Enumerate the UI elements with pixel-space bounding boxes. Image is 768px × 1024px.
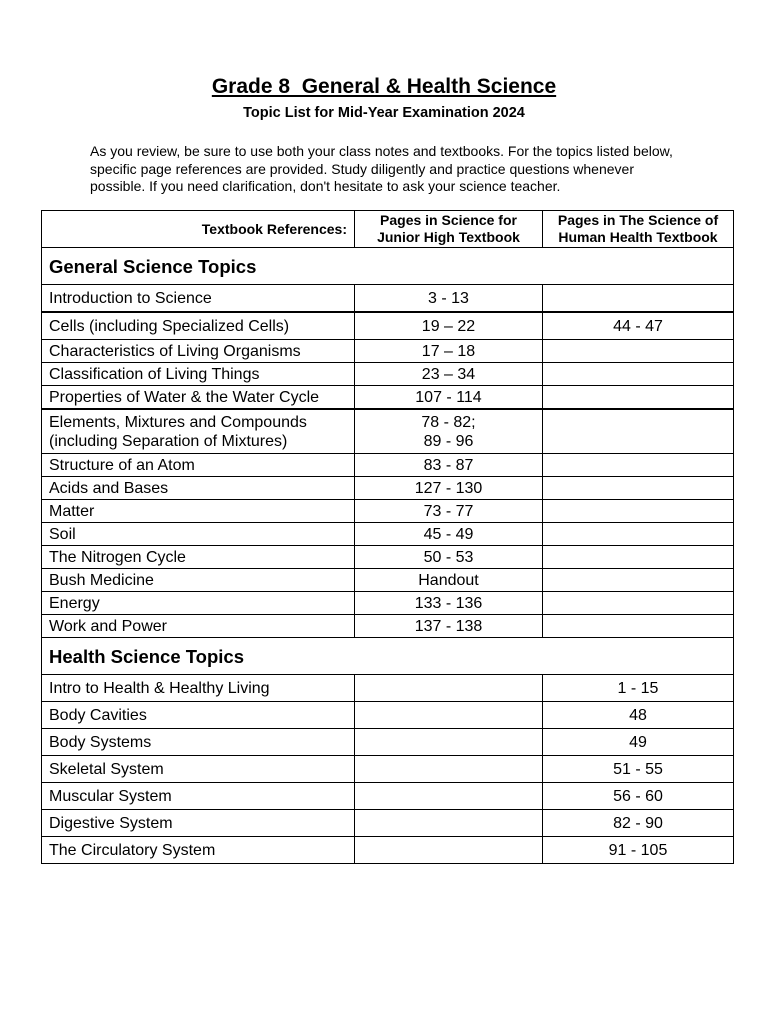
- table-row: [42, 312, 734, 340]
- topics-table: [41, 210, 734, 864]
- health-pages-cell: 56 - 60: [543, 783, 734, 810]
- health-pages-cell: 82 - 90: [543, 810, 734, 837]
- page-subtitle: Topic List for Mid-Year Examination 2024: [243, 105, 525, 121]
- health-pages-cell: 51 - 55: [543, 756, 734, 783]
- health-pages-cell: 91 - 105: [543, 837, 734, 864]
- topic-cell: Muscular System: [42, 783, 355, 810]
- topic-cell: Properties of Water & the Water Cycle: [42, 386, 355, 410]
- science-pages-cell: 127 - 130: [355, 477, 543, 500]
- table-row: [42, 756, 734, 783]
- topic-cell: The Circulatory System: [42, 837, 355, 864]
- health-pages-cell: [543, 523, 734, 546]
- topic-cell: Classification of Living Things: [42, 363, 355, 386]
- topic-cell: Digestive System: [42, 810, 355, 837]
- table-row: [42, 783, 734, 810]
- topic-cell: Matter: [42, 500, 355, 523]
- health-pages-cell: 1 - 15: [543, 675, 734, 702]
- table-row: [42, 592, 734, 615]
- science-pages-cell: 23 – 34: [355, 363, 543, 386]
- table-row: [42, 810, 734, 837]
- table-row: [42, 837, 734, 864]
- topic-cell: Structure of an Atom: [42, 454, 355, 477]
- science-pages-cell: 78 - 82; 89 - 96: [355, 409, 543, 454]
- science-pages-cell: 45 - 49: [355, 523, 543, 546]
- science-pages-cell: 19 – 22: [355, 312, 543, 340]
- table-row: [42, 340, 734, 363]
- table-row: [42, 454, 734, 477]
- topic-cell: Introduction to Science: [42, 285, 355, 313]
- health-pages-cell: [543, 592, 734, 615]
- page-title: Grade 8 General & Health Science: [211, 75, 557, 98]
- table-row: [42, 546, 734, 569]
- topic-cell: Energy: [42, 592, 355, 615]
- general-rows: [42, 285, 734, 638]
- health-pages-cell: 44 - 47: [543, 312, 734, 340]
- intro-paragraph: As you review, be sure to use both your class notes and textbooks. For the topics listed below, specific page references are provided. Study diligently and practice questions whenever possible. If you need clarification, don't hesitate to ask your science teacher.: [90, 143, 673, 194]
- health-pages-cell: [543, 409, 734, 454]
- health-pages-cell: [543, 454, 734, 477]
- science-pages-cell: [355, 837, 543, 864]
- science-pages-cell: [355, 756, 543, 783]
- health-pages-cell: [543, 569, 734, 592]
- topic-cell: Characteristics of Living Organisms: [42, 340, 355, 363]
- science-pages-cell: 50 - 53: [355, 546, 543, 569]
- topic-cell: Bush Medicine: [42, 569, 355, 592]
- health-rows: [42, 675, 734, 864]
- science-pages-cell: 17 – 18: [355, 340, 543, 363]
- science-pages-cell: 73 - 77: [355, 500, 543, 523]
- health-pages-cell: 49: [543, 729, 734, 756]
- table-row: [42, 363, 734, 386]
- science-pages-cell: 83 - 87: [355, 454, 543, 477]
- topic-cell: The Nitrogen Cycle: [42, 546, 355, 569]
- health-textbook-header: Pages in The Science of Human Health Textbook: [543, 211, 734, 248]
- table-row: [42, 523, 734, 546]
- topic-cell: Cells (including Specialized Cells): [42, 312, 355, 340]
- table-row: [42, 409, 734, 454]
- health-pages-cell: [543, 615, 734, 638]
- table-row: [42, 675, 734, 702]
- health-pages-cell: [543, 363, 734, 386]
- science-pages-cell: [355, 729, 543, 756]
- science-pages-cell: [355, 783, 543, 810]
- table-row: [42, 477, 734, 500]
- health-pages-cell: [543, 477, 734, 500]
- science-textbook-header: Pages in Science for Junior High Textbook: [355, 211, 543, 248]
- topic-cell: Work and Power: [42, 615, 355, 638]
- section-heading-row: [42, 248, 734, 285]
- health-pages-cell: [543, 546, 734, 569]
- health-pages-cell: [543, 285, 734, 313]
- topic-cell: Body Cavities: [42, 702, 355, 729]
- topic-cell: Intro to Health & Healthy Living: [42, 675, 355, 702]
- table-row: [42, 386, 734, 410]
- science-pages-cell: Handout: [355, 569, 543, 592]
- health-pages-cell: 48: [543, 702, 734, 729]
- topic-cell: Elements, Mixtures and Compounds (including Separation of Mixtures): [42, 409, 355, 454]
- table-header-row: [42, 211, 734, 248]
- health-pages-cell: [543, 500, 734, 523]
- science-pages-cell: 107 - 114: [355, 386, 543, 410]
- table-row: [42, 615, 734, 638]
- topic-cell: Acids and Bases: [42, 477, 355, 500]
- general-table-body: [42, 211, 734, 285]
- topic-cell: Body Systems: [42, 729, 355, 756]
- general-science-heading: General Science Topics: [42, 248, 734, 285]
- health-table-body: [42, 638, 734, 675]
- table-row: [42, 285, 734, 313]
- science-pages-cell: [355, 702, 543, 729]
- science-pages-cell: [355, 810, 543, 837]
- section-heading-row: [42, 638, 734, 675]
- science-pages-cell: 3 - 13: [355, 285, 543, 313]
- science-pages-cell: [355, 675, 543, 702]
- topic-cell: Skeletal System: [42, 756, 355, 783]
- health-science-heading: Health Science Topics: [42, 638, 734, 675]
- table-row: [42, 569, 734, 592]
- science-pages-cell: 133 - 136: [355, 592, 543, 615]
- textbook-references-label: Textbook References:: [42, 211, 355, 248]
- table-row: [42, 702, 734, 729]
- health-pages-cell: [543, 340, 734, 363]
- health-pages-cell: [543, 386, 734, 410]
- table-row: [42, 729, 734, 756]
- topic-cell: Soil: [42, 523, 355, 546]
- table-row: [42, 500, 734, 523]
- science-pages-cell: 137 - 138: [355, 615, 543, 638]
